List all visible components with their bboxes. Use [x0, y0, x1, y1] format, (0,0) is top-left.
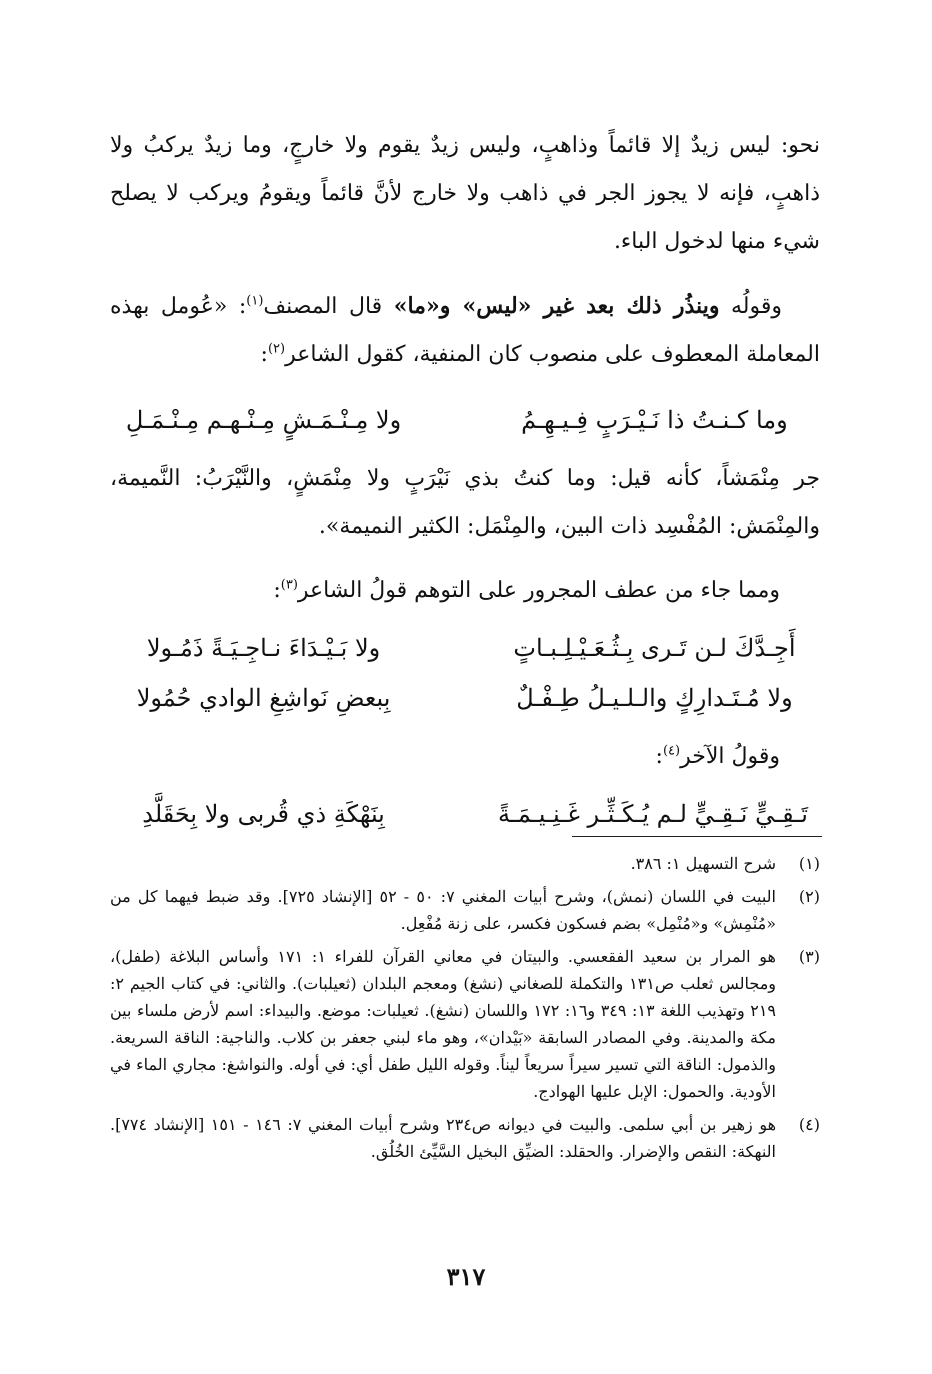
footnote-text: هو المرار بن سعيد الفقعسي. والبيتان في معاني القرآن للفراء ١: ١٧١ وأساس البلاغة (طفل)، ومجالس ثعلب ص١٣١ والتكملة للصغاني (نشغ) ومعجم البلدان (ثعيلبات). والثاني: في كتاب الجيم ٢: ٢١٩ وتهذيب اللغة ١٣: ٣٤٩ و١٦: ١٧٢ واللسان (نشغ). ثعيلبات: موضع. والبيداء: اسم لأرض ملساء بين مكة والمدينة. وفي المصادر السابقة «بَيْدان»، وهو ماء لبني جعفر بن كلاب. والناجية: الناقة السريعة. والذمول: الناقة التي تسير سيراً سريعاً ليناً. وقوله الليل طفل أي: في أوله. والنواشغ: مجاري الماء في الأودية. والحمول: الإبل عليها الهوادج. — [110, 947, 777, 1101]
verse-intro-2-text: ومما جاء من عطف المجرور على التوهم قولُ الشاعر — [297, 578, 780, 603]
footnote-2 — [110, 883, 820, 937]
verse-4-second-hemistich: بِنَهْكَةِ ذي قُربى ولا بِحَقَلَّدِ — [142, 800, 385, 828]
paragraph-3: جر مِنْمَشاً، كأنه قيل: وما كنتُ بذي نَيْرَبٍ ولا مِنْمَشٍ، والنَّيْرَبُ: النَّميمة، والمِنْمَش: المُفْسِد ذات البين، والمِنْمَل: الكثير النميمة». — [110, 466, 820, 539]
paragraph-2-rest: : «عُومل بهذه المعاملة المعطوف على منصوب كان المنفية، كقول الشاعر — [110, 294, 820, 367]
footnote-ref-4: (٤) — [662, 743, 681, 759]
verse-intro-3-colon: : — [655, 744, 663, 769]
footnote-3 — [110, 943, 820, 1105]
footnote-ref-1: (١) — [246, 293, 264, 309]
footnote-4 — [110, 1111, 820, 1165]
footnote-text: هو زهير بن أبي سلمى. والبيت في ديوانه ص٢٣٤ وشرح أبيات المغني ٧: ١٤٦ - ١٥١ [الإنشاد ٧٧٤]. النهكة: النقص والإضرار. والحقلد: الضيِّق البخيل السَّيِّئ الخُلُق. — [110, 1115, 777, 1161]
verse-3-second-hemistich: بِبعضِ نَواشِغِ الوادي حُمُولا — [136, 684, 391, 712]
verse-intro-3-text: وقولُ الآخر — [680, 744, 780, 769]
paragraph-2-bold-quote: وينذُر ذلك بعد غير «ليس» و«ما» — [393, 293, 720, 319]
footnote-text: شرح التسهيل ١: ٣٨٦. — [630, 854, 776, 873]
footnote-separator — [572, 836, 822, 837]
main-text — [110, 122, 820, 849]
paragraph-2 — [110, 282, 820, 379]
verse-3-first-hemistich: ولا مُـتَـدارِكٍ والـلـيـلُ طِـفْـلٌ — [516, 684, 793, 712]
verse-group-2 — [110, 623, 820, 723]
verse-4 — [110, 789, 820, 839]
footnote-text: البيت في اللسان (نمش)، وشرح أبيات المغني ٧: ٥٠ - ٥٢ [الإنشاد ٧٢٥]. وقد ضبط فيهما كل من «مُنْمِش» و«مُنْمِل» بضم فسكون فكسر، على زنة مُفْعِل. — [110, 887, 776, 933]
footnote-number: (٣) — [798, 947, 820, 966]
footnote-ref-2: (٢) — [267, 341, 286, 357]
footnote-number: (١) — [798, 854, 820, 873]
verse-2-second-hemistich: ولا بَـيْـدَاءَ نـاجِـيَـةً ذَمُـولا — [146, 634, 381, 662]
footnote-number: (٢) — [798, 887, 820, 906]
footnote-1 — [110, 850, 820, 877]
footnote-ref-3: (٣) — [280, 577, 298, 593]
verse-1-second-hemistich: ولا مِـنْـمَـشٍ مِـنْـهـم مِـنْـمَـلِ — [125, 406, 402, 434]
verse-3 — [110, 673, 820, 723]
verse-2 — [110, 623, 820, 673]
verse-intro-2-colon: : — [273, 578, 281, 603]
verse-4-first-hemistich: تَـقِـيٍّ نَـقِـيٍّ لـم يُـكَـثِّـر غَـنِـيـمَـةً — [497, 800, 808, 828]
verse-1-first-hemistich: وما كـنـتُ ذا نَـيْـرَبٍ فِـيـهِـمُ — [521, 406, 788, 434]
footnotes — [110, 850, 820, 1171]
verse-intro-3 — [110, 733, 820, 781]
paragraph-2-mid: قال المصنف — [263, 294, 394, 319]
paragraph-1: نحو: ليس زيدٌ إلا قائماً وذاهبٍ، وليس زيدٌ يقوم ولا خارجٍ، وما زيدٌ يركبُ ولا ذاهبٍ، فإنه لا يجوز الجر في ذاهب ولا خارج لأنَّ قائماً ويقومُ ويركب لا يصلح شيء منها لدخول الباء. — [110, 133, 820, 254]
footnote-number: (٤) — [798, 1115, 820, 1134]
paragraph-2-end: : — [260, 342, 268, 367]
verse-2-first-hemistich: أَجِـدَّكَ لـن تَـرى بِـثُـعَـيْـلِـبـاتٍ — [513, 634, 796, 662]
verse-1 — [110, 395, 820, 445]
page-number: ٣١٧ — [446, 1262, 486, 1291]
verse-intro-2 — [110, 567, 820, 615]
paragraph-2-lead: وقولُه — [719, 294, 783, 319]
